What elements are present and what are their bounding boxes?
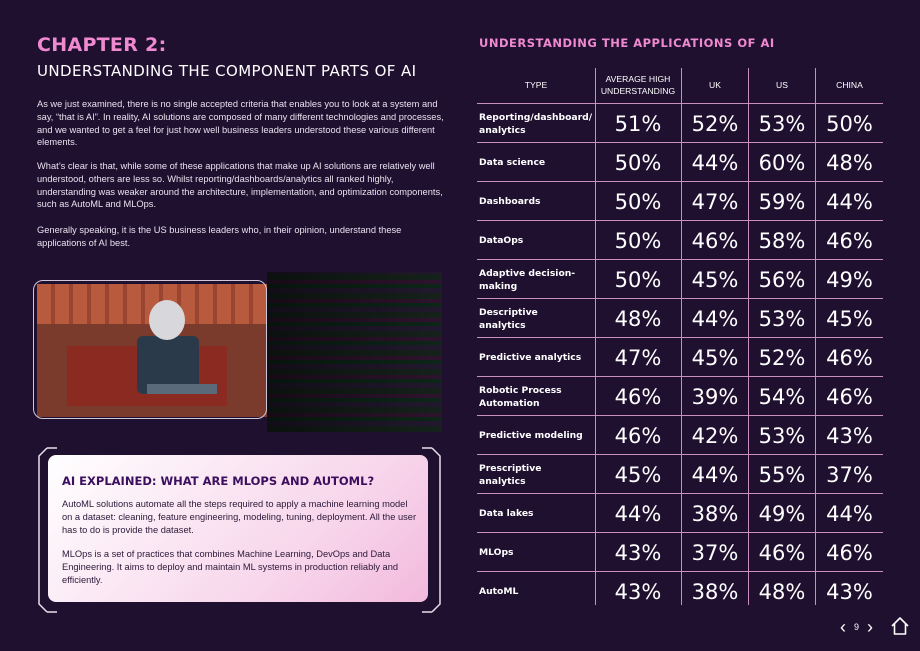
cell-uk: 44% xyxy=(691,462,739,487)
cell-china: 44% xyxy=(826,501,873,526)
header-china: CHINA xyxy=(836,80,863,90)
cell-uk: 45% xyxy=(691,345,739,370)
header-type: TYPE xyxy=(524,80,548,90)
cell-us: 52% xyxy=(758,345,806,370)
cell-avg: 48% xyxy=(614,306,662,331)
row-type-label: Robotic Process Automation xyxy=(479,384,562,409)
cell-china: 46% xyxy=(826,540,873,565)
cell-avg: 44% xyxy=(614,501,662,526)
cell-china: 46% xyxy=(826,228,873,253)
row-type-label: Descriptive analytics xyxy=(479,306,538,331)
cell-avg: 50% xyxy=(614,150,662,175)
callout-paragraph-mlops: MLOps is a set of practices that combines Machine Learning, DevOps and Data Engineering. It aims to deploy and maintain ML systems in production reliably and efficiently. xyxy=(62,549,399,585)
cell-uk: 42% xyxy=(691,423,739,448)
cell-china: 45% xyxy=(826,306,873,331)
chevron-left-icon[interactable]: ‹ xyxy=(840,617,846,637)
chevron-right-icon[interactable]: › xyxy=(867,617,874,637)
row-type-label: DataOps xyxy=(479,235,524,246)
cell-uk: 44% xyxy=(691,306,739,331)
cell-avg: 46% xyxy=(614,423,662,448)
cell-avg: 46% xyxy=(614,384,662,409)
cell-us: 49% xyxy=(758,501,806,526)
header-average: AVERAGE HIGH UNDERSTANDING xyxy=(600,74,676,96)
column-divider xyxy=(815,68,816,605)
cell-uk: 38% xyxy=(691,501,739,526)
cell-uk: 47% xyxy=(691,189,739,214)
cell-uk: 37% xyxy=(691,540,739,565)
cell-uk: 46% xyxy=(691,228,739,253)
cell-us: 60% xyxy=(758,150,806,175)
header-us: US xyxy=(776,80,788,90)
table-title: UNDERSTANDING THE APPLICATIONS OF AI xyxy=(479,36,775,50)
callout-title: AI EXPLAINED: WHAT ARE MLOPS AND AUTOML? xyxy=(62,474,375,488)
cell-avg: 43% xyxy=(614,579,662,604)
home-icon[interactable] xyxy=(890,616,910,636)
cell-us: 53% xyxy=(758,306,806,331)
row-type-label: Data science xyxy=(479,157,546,168)
cell-china: 50% xyxy=(826,111,873,136)
robot-photo xyxy=(37,272,442,432)
intro-paragraph-1: As we just examined, there is no single accepted criteria that enables you to look at a system and say, “that is AI”. In reality, AI solutions are composed of many different technologies and processes, and we wanted to get a feel for just how well business leaders understood these various different elements. xyxy=(37,99,444,148)
cell-us: 53% xyxy=(758,423,806,448)
cell-avg: 51% xyxy=(614,111,662,136)
cell-china: 44% xyxy=(826,189,873,214)
row-type-label: Prescriptive analytics xyxy=(479,462,542,487)
cell-china: 43% xyxy=(826,423,873,448)
cell-avg: 43% xyxy=(614,540,662,565)
column-divider xyxy=(748,68,749,605)
cell-us: 58% xyxy=(758,228,806,253)
cell-us: 54% xyxy=(758,384,806,409)
header-uk: UK xyxy=(709,80,721,90)
cell-us: 55% xyxy=(758,462,806,487)
chapter-title: UNDERSTANDING THE COMPONENT PARTS OF AI xyxy=(37,62,417,80)
cell-us: 53% xyxy=(758,111,806,136)
callout-paragraph-automl: AutoML solutions automate all the steps required to apply a machine learning model on a dataset: cleaning, feature engineering, modeling, tuning, deployment. All the user has to do is provide the dataset. xyxy=(62,499,417,535)
row-type-label: MLOps xyxy=(479,547,514,558)
cell-china: 46% xyxy=(826,345,873,370)
cell-china: 49% xyxy=(826,267,873,292)
page-number: 9 xyxy=(854,622,860,632)
cell-china: 48% xyxy=(826,150,873,175)
cell-uk: 38% xyxy=(691,579,739,604)
cell-china: 37% xyxy=(826,462,873,487)
page-navigation xyxy=(840,618,873,636)
glitch-background xyxy=(267,272,442,432)
cell-avg: 50% xyxy=(614,189,662,214)
row-type-label: Predictive modeling xyxy=(479,430,583,441)
cell-avg: 50% xyxy=(614,228,662,253)
chapter-label: CHAPTER 2: xyxy=(37,34,167,56)
row-type-label: Predictive analytics xyxy=(479,352,582,363)
cell-uk: 44% xyxy=(691,150,739,175)
cell-uk: 45% xyxy=(691,267,739,292)
cell-us: 46% xyxy=(758,540,806,565)
cell-avg: 50% xyxy=(614,267,662,292)
row-type-label: AutoML xyxy=(479,586,519,597)
cell-us: 56% xyxy=(758,267,806,292)
row-type-label: Data lakes xyxy=(479,508,534,519)
cell-us: 48% xyxy=(758,579,806,604)
cell-us: 59% xyxy=(758,189,806,214)
cell-china: 46% xyxy=(826,384,873,409)
column-divider xyxy=(681,68,682,605)
row-type-label: Reporting/dashboard/ analytics xyxy=(479,111,593,136)
cell-uk: 39% xyxy=(691,384,739,409)
cell-avg: 47% xyxy=(614,345,662,370)
cell-china: 43% xyxy=(826,579,873,604)
cell-avg: 45% xyxy=(614,462,662,487)
column-divider xyxy=(595,68,596,605)
intro-paragraph-2: What’s clear is that, while some of these applications that make up AI solutions are relatively well understood, others are less so. Whilst reporting/dashboards/analytics all ranked highly, understanding was weaker around the architecture, implementation, and optimization components, such as AutoML and MLOps. xyxy=(37,161,443,210)
photo-border xyxy=(33,280,267,419)
row-type-label: Adaptive decision-making xyxy=(479,267,576,292)
cell-uk: 52% xyxy=(691,111,739,136)
row-type-label: Dashboards xyxy=(479,196,541,207)
intro-paragraph-3: Generally speaking, it is the US business leaders who, in their opinion, understand these applications of AI best. xyxy=(37,225,402,248)
